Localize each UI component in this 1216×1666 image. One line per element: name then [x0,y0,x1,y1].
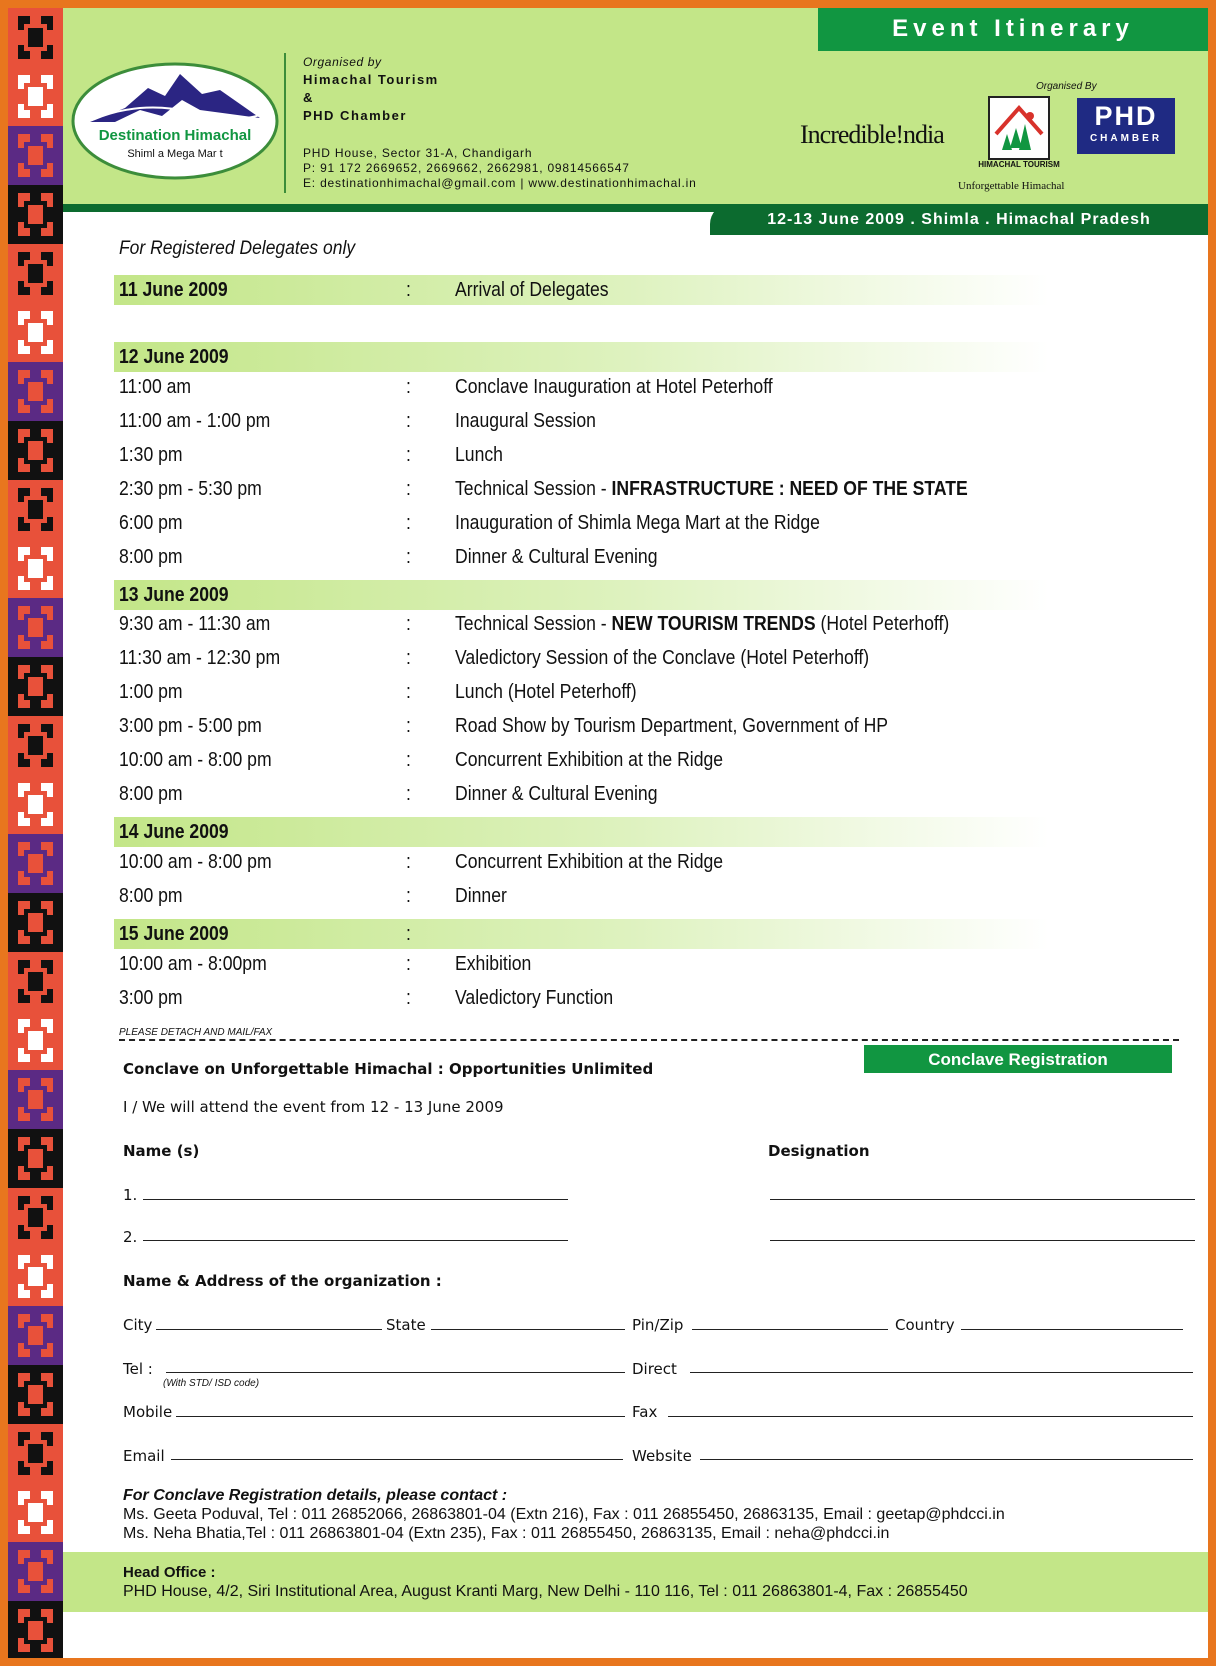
day-colon: : [406,279,411,301]
event-time: 10:00 am - 8:00 pm [119,749,272,771]
tel-label: Tel : [123,1360,153,1378]
event-colon: : [406,444,411,466]
email-field[interactable] [171,1459,623,1460]
contact-line-1: Ms. Geeta Poduval, Tel : 011 26852066, 26863801-04 (Extn 216), Fax : 011 26855450, 26863135, Email : geetap@phdcci.in [123,1506,1005,1523]
header-address-block [303,146,697,191]
event-colon: : [406,546,411,568]
event-text: Technical Session - [455,478,612,500]
pattern-tile [8,539,63,598]
organiser-2: PHD Chamber [303,108,407,123]
fax-label: Fax [632,1403,658,1421]
event-description [455,409,596,433]
pattern-tile [8,67,63,126]
detach-note: PLEASE DETACH AND MAIL/FAX [119,1027,273,1038]
event-venue: (Hotel Peterhoff) [815,613,950,635]
tel-note: (With STD/ ISD code) [163,1378,260,1389]
name-2-field[interactable] [143,1240,568,1241]
pattern-tile [8,1129,63,1188]
event-colon: : [406,613,411,635]
pattern-tile [8,775,63,834]
conclave-registration-badge: Conclave Registration [863,1044,1173,1074]
phd-chamber-logo [1077,98,1175,154]
website-label: Website [632,1447,692,1465]
header-email: E: destinationhimachal@gmail.com | www.destinationhimachal.in [303,176,697,190]
event-text: Dinner [455,885,507,907]
mobile-field[interactable] [176,1416,625,1417]
conclave-title: Conclave on Unforgettable Himachal : Opportunities Unlimited [123,1060,654,1078]
incredible-india-logo: Incredible!ndia [800,120,944,149]
event-colon: : [406,783,411,805]
designation-label: Designation [768,1142,870,1160]
event-text: Dinner & Cultural Evening [455,783,658,805]
pattern-tile [8,1306,63,1365]
day-date: 13 June 2009 [119,584,229,606]
event-description [455,646,869,670]
head-office-address: PHD House, 4/2, Siri Institutional Area, August Kranti Marg, New Delhi - 110 116, Tel : 011 26863801-4, Fax : 26855450 [123,1583,968,1600]
pin-label: Pin/Zip [632,1316,684,1334]
attend-statement: I / We will attend the event from 12 - 13 June 2009 [123,1098,504,1116]
event-description [455,986,613,1010]
event-time: 8:00 pm [119,885,183,907]
pattern-tile [8,1424,63,1483]
email-label: Email [123,1447,165,1465]
event-colon: : [406,749,411,771]
event-time: 8:00 pm [119,546,183,568]
pattern-tile [8,893,63,952]
city-field[interactable] [156,1329,382,1330]
event-time: 3:00 pm - 5:00 pm [119,715,262,737]
name-1-field[interactable] [143,1199,568,1200]
event-time: 1:00 pm [119,681,183,703]
contact-heading: For Conclave Registration details, please contact : [123,1487,508,1504]
day-band [114,580,1049,610]
event-text: Valedictory Session of the Conclave (Hotel Peterhoff) [455,647,870,669]
names-label: Name (s) [123,1142,200,1160]
event-description [455,850,723,874]
event-text: Conclave Inauguration at Hotel Peterhoff [455,376,773,398]
day-date: 12 June 2009 [119,346,229,368]
organiser-amp: & [303,90,314,105]
event-description [455,511,820,535]
logo-sub: Shiml a Mega Mar t [127,148,223,160]
pattern-tile [8,1542,63,1601]
unforgettable-himachal-label: Unforgettable Himachal [958,180,1065,192]
country-field[interactable] [961,1329,1183,1330]
himachal-tourism-logo [988,96,1050,160]
pattern-tile [8,657,63,716]
day-band [114,817,1049,847]
name-1-label: 1. [123,1186,138,1204]
event-description [455,714,888,738]
direct-field[interactable] [690,1372,1193,1373]
organised-by-right: Organised By [1036,81,1097,92]
event-time: 11:00 am - 1:00 pm [119,410,271,432]
event-date-bar: 12-13 June 2009 . Shimla . Himachal Pradesh [710,204,1208,235]
event-time: 8:00 pm [119,783,183,805]
state-field[interactable] [431,1329,625,1330]
event-itinerary-badge: Event Itinerary [818,8,1208,51]
event-description [455,612,949,636]
organised-by-label: Organised by [303,55,382,69]
website-field[interactable] [700,1459,1193,1460]
designation-2-field[interactable] [770,1240,1195,1241]
day-date: 11 June 2009 [119,279,228,301]
pattern-tile [8,1011,63,1070]
day-date: 14 June 2009 [119,821,229,843]
event-description [455,952,531,976]
organiser-1: Himachal Tourism [303,72,439,87]
event-colon: : [406,376,411,398]
event-time: 6:00 pm [119,512,183,534]
pattern-tile [8,421,63,480]
event-time: 11:30 am - 12:30 pm [119,647,281,669]
event-colon: : [406,647,411,669]
header-address: PHD House, Sector 31-A, Chandigarh [303,146,533,160]
day-event: Arrival of Delegates [455,279,609,301]
pattern-tile [8,1601,63,1658]
event-time: 10:00 am - 8:00 pm [119,851,272,873]
pattern-tile [8,303,63,362]
event-colon: : [406,410,411,432]
logo-name: Destination Himachal [98,127,252,144]
phd-logo-text: PHD [1094,101,1158,131]
event-text: Inaugural Session [455,410,596,432]
destination-himachal-logo [70,60,280,182]
detach-line [119,1039,1179,1041]
himachal-tourism-label: HIMACHAL TOURISM [978,160,1060,169]
state-label: State [386,1316,426,1334]
event-text: Concurrent Exhibition at the Ridge [455,749,724,771]
header-phone: P: 91 172 2669652, 2669662, 2662981, 09814566547 [303,161,630,175]
event-colon: : [406,478,411,500]
event-description [455,443,503,467]
tree-house-icon [990,98,1048,158]
day-band [114,342,1049,372]
fax-field[interactable] [668,1416,1193,1417]
pattern-tile [8,834,63,893]
event-time: 3:00 pm [119,987,183,1009]
country-label: Country [895,1316,955,1334]
event-text: Dinner & Cultural Evening [455,546,658,568]
event-description [455,375,773,399]
event-theme: NEW TOURISM TRENDS [611,613,816,635]
organization-label: Name & Address of the organization : [123,1272,442,1290]
phd-logo-sub: CHAMBER [1089,133,1163,144]
pattern-tile [8,716,63,775]
pattern-tile [8,8,63,67]
pattern-tile [8,126,63,185]
pattern-border [8,8,63,1658]
event-colon: : [406,681,411,703]
contact-line-2: Ms. Neha Bhatia,Tel : 011 26863801-04 (Extn 235), Fax : 011 26855450, 26863135, Email : neha@phdcci.in [123,1525,890,1542]
pin-field[interactable] [692,1329,888,1330]
pattern-tile [8,1483,63,1542]
pattern-tile [8,480,63,539]
name-2-label: 2. [123,1228,138,1246]
event-text: Road Show by Tourism Department, Government of HP [455,715,889,737]
event-colon: : [406,987,411,1009]
pattern-tile [8,1247,63,1306]
mobile-label: Mobile [123,1403,173,1421]
day-band [114,919,1049,949]
event-text: Technical Session - [455,613,612,635]
event-time: 2:30 pm - 5:30 pm [119,478,262,500]
event-description [455,545,658,569]
pattern-tile [8,185,63,244]
event-colon: : [406,851,411,873]
event-time: 10:00 am - 8:00pm [119,953,267,975]
event-time: 11:00 am [119,376,192,398]
day-date: 15 June 2009 [119,923,229,945]
event-description [455,748,723,772]
pattern-tile [8,362,63,421]
event-text: Concurrent Exhibition at the Ridge [455,851,724,873]
pattern-tile [8,598,63,657]
event-time: 1:30 pm [119,444,183,466]
event-colon: : [406,885,411,907]
pattern-tile [8,1188,63,1247]
city-label: City [123,1316,153,1334]
event-description [455,782,658,806]
event-description [455,884,507,908]
pattern-tile [8,244,63,303]
head-office-label: Head Office : [123,1564,216,1581]
event-colon: : [406,715,411,737]
page [8,8,1208,1658]
pattern-tile [8,952,63,1011]
event-colon: : [406,953,411,975]
pattern-tile [8,1365,63,1424]
event-text: Lunch (Hotel Peterhoff) [455,681,637,703]
header-vertical-line [284,53,286,193]
designation-1-field[interactable] [770,1199,1195,1200]
registered-delegates-note: For Registered Delegates only [119,238,356,259]
event-colon: : [406,512,411,534]
event-description [455,477,968,501]
footer-band [63,1552,1208,1612]
day-colon: : [406,923,411,945]
event-text: Exhibition [455,953,532,975]
event-time: 9:30 am - 11:30 am [119,613,271,635]
organiser-block [303,53,439,125]
direct-label: Direct [632,1360,677,1378]
pattern-tile [8,1070,63,1129]
event-description [455,680,637,704]
event-text: Valedictory Function [455,987,614,1009]
event-text: Inauguration of Shimla Mega Mart at the Ridge [455,512,820,534]
tel-field[interactable] [166,1372,625,1373]
event-theme: INFRASTRUCTURE : NEED OF THE STATE [611,478,968,500]
event-text: Lunch [455,444,503,466]
